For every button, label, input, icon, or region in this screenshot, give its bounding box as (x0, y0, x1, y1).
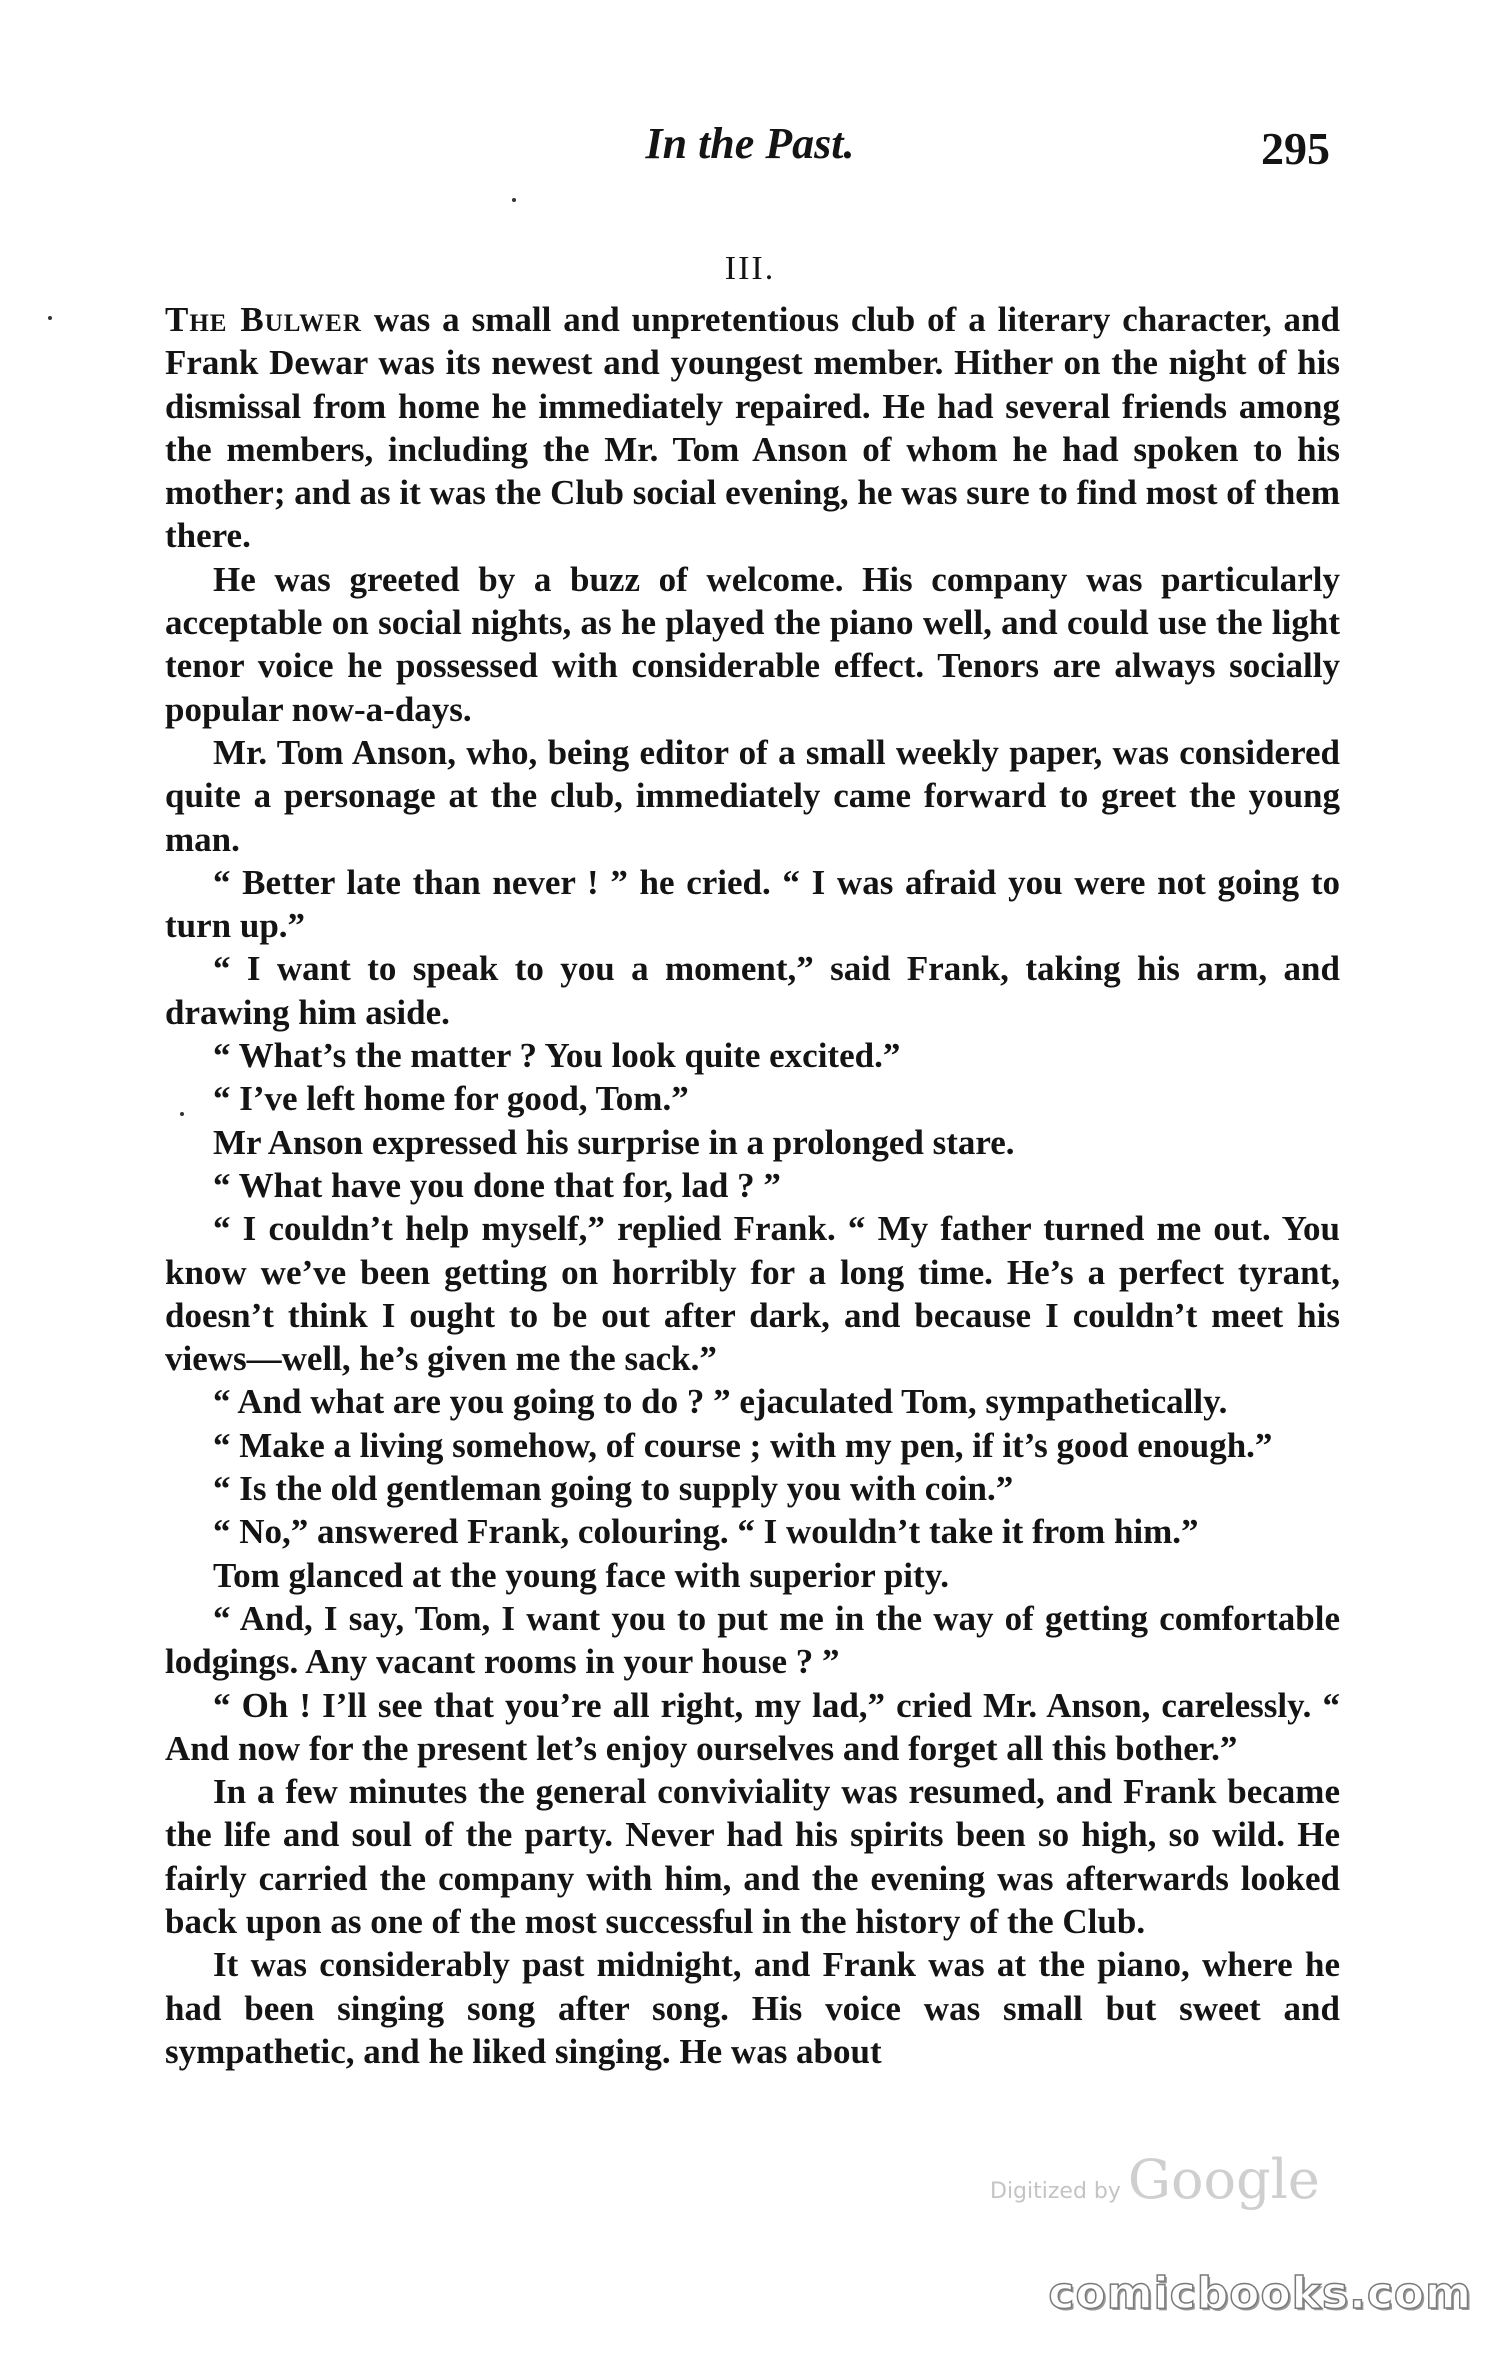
paragraph: “ And, I say, Tom, I want you to put me in the way of getting comfortable lodgings. Any vacant rooms in your house ? ” (165, 1598, 1340, 1682)
paragraph (165, 298, 1340, 558)
section-heading: III. (724, 250, 776, 287)
paragraph: Mr Anson expressed his surprise in a prolonged stare. (213, 1122, 1015, 1162)
scan-speck (512, 198, 516, 202)
paragraph: It was considerably past midnight, and Frank was at the piano, where he had been singing song after song. His voice was small but sweet and sympathetic, and he liked singing. He was about (165, 1945, 1340, 2071)
site-logo: comicbooks.com (1048, 2268, 1472, 2319)
scan-speck (48, 316, 52, 320)
paragraph: “ No,” answered Frank, colouring. “ I wouldn’t take it from him.” (213, 1512, 1199, 1552)
paragraph: Mr. Tom Anson, who, being editor of a small weekly paper, was considered quite a personage at the club, immediately came forward to greet the young man. (165, 732, 1340, 859)
paragraph: “ I want to speak to you a moment,” said Frank, taking his arm, and drawing him aside. (165, 949, 1340, 1032)
watermark-brand: Google (1127, 2148, 1320, 2211)
paragraph-text: was a small and unpretentious club of a literary character, and Frank Dewar was its newest and youngest member. Hither on the night of his dismissal from home he immediately repaired. He had several friends among the members, including the Mr. Tom Anson of whom he had spoken to his mother; and as it was the Club social evening, he was sure to find most of them there. (165, 300, 1340, 556)
paragraph-lead: The Bulwer (165, 300, 362, 339)
paragraph: In a few minutes the general conviviality was resumed, and Frank became the life and soul of the party. Never had his spirits been so high, so wild. He fairly carried the company with him, and the evening was afterwards looked back upon as one of the most successful in the history of the Club. (165, 1772, 1340, 1941)
digitized-watermark (990, 2148, 1320, 2211)
paragraph: “ I couldn’t help myself,” replied Frank. “ My father turned me out. You know we’ve been getting on horribly for a long time. He’s a perfect tyrant, doesn’t think I ought to be out after dark, and because I couldn’t meet his views—well, he’s given me the sack.” (165, 1209, 1340, 1379)
body-text (165, 298, 1340, 2073)
paragraph: “ Better late than never ! ” he cried. “ I was afraid you were not going to turn up.” (165, 862, 1340, 946)
page-number: 295 (1261, 123, 1330, 174)
paragraph: “ Make a living somehow, of course ; with my pen, if it’s good enough.” (213, 1425, 1273, 1465)
paragraph: “ What have you done that for, lad ? ” (213, 1165, 781, 1205)
paragraph: “ And what are you going to do ? ” ejaculated Tom, sympathetically. (213, 1382, 1228, 1422)
watermark-prefix: Digitized by (990, 2179, 1121, 2204)
paragraph: “ What’s the matter ? You look quite excited.” (213, 1036, 901, 1076)
paragraph: “ Is the old gentleman going to supply you with coin.” (213, 1469, 1014, 1509)
paragraph: He was greeted by a buzz of welcome. His company was particularly acceptable on social nights, as he played the piano well, and could use the light tenor voice he possessed with considerable effect. Tenors are always socially popular now-a-days. (165, 559, 1340, 729)
paragraph: “ I’ve left home for good, Tom.” (213, 1079, 689, 1119)
paragraph: Tom glanced at the young face with superior pity. (213, 1555, 950, 1595)
running-header-title: In the Past. (645, 119, 855, 168)
paragraph: “ Oh ! I’ll see that you’re all right, my lad,” cried Mr. Anson, carelessly. “ And now for the present let’s enjoy ourselves and forget all this bother.” (165, 1685, 1340, 1768)
